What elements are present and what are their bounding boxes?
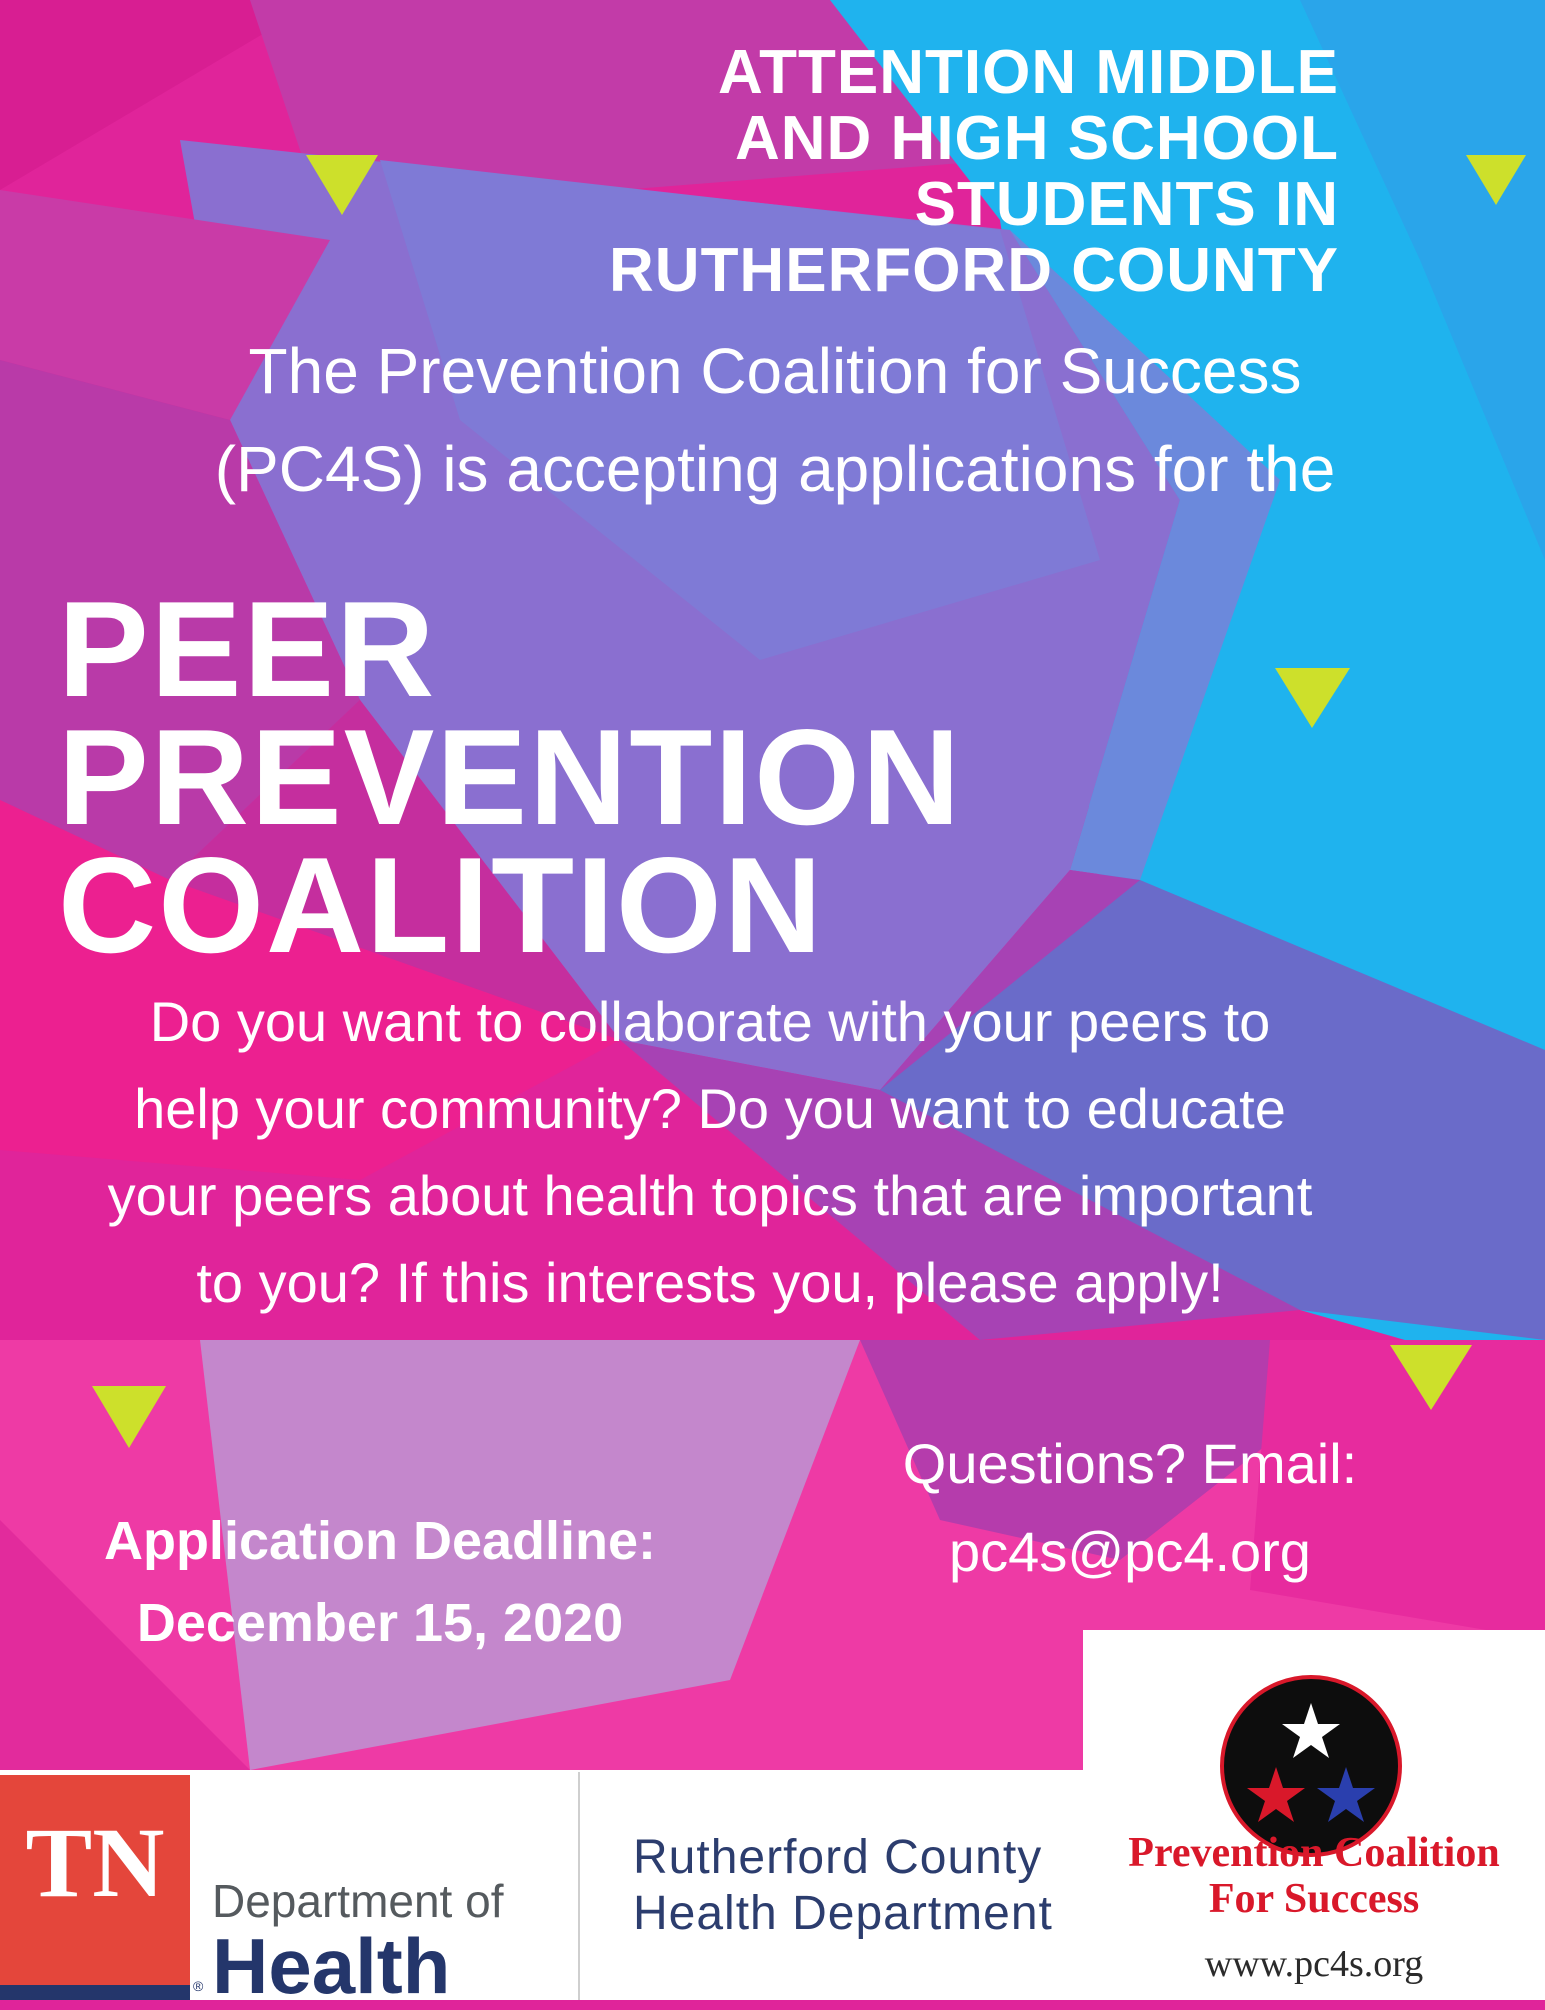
intro-text (120, 322, 1430, 518)
contact-info (865, 1420, 1395, 1596)
county-line2: Health Department (633, 1887, 1053, 1940)
contact-label: Questions? Email: (902, 1432, 1358, 1495)
attention-line: STUDENTS IN (914, 170, 1339, 239)
attention-line: RUTHERFORD COUNTY (609, 236, 1339, 305)
intro-line: (PC4S) is accepting applications for the (214, 433, 1336, 505)
tn-dept-line1: Department of (212, 1875, 504, 1927)
intro-line: The Prevention Coalition for Success (248, 335, 1302, 407)
attention-line: ATTENTION MIDDLE (717, 38, 1339, 107)
program-title-line: PREVENTION (58, 701, 963, 853)
footer-divider (578, 1772, 580, 2000)
deadline-label: Application Deadline: (103, 1511, 657, 1571)
description-line: help your community? Do you want to educate (134, 1077, 1286, 1140)
pc4s-website-link[interactable]: www.pc4s.org (1204, 1943, 1424, 1985)
county-health-dept-logo (633, 1830, 1053, 1942)
description-line: Do you want to collaborate with your peers to (149, 990, 1271, 1053)
application-deadline (40, 1500, 720, 1664)
registered-mark: ® (193, 1978, 204, 1994)
attention-line: AND HIGH SCHOOL (735, 104, 1339, 173)
attention-heading (609, 40, 1339, 304)
program-title-line: PEER (58, 573, 437, 725)
county-line1: Rutherford County (633, 1831, 1043, 1884)
description-text (0, 978, 1420, 1326)
tn-dept-line2: Health (212, 1922, 451, 2010)
description-line: your peers about health topics that are important (107, 1164, 1313, 1227)
deadline-date: December 15, 2020 (136, 1593, 624, 1653)
program-title (58, 573, 963, 981)
pc4s-name-line2: For Success (1208, 1876, 1420, 1922)
program-title-line: COALITION (58, 829, 824, 981)
pc4s-name (1083, 1830, 1545, 1922)
contact-email[interactable]: pc4s@pc4.org (949, 1520, 1311, 1583)
pc4s-name-line1: Prevention Coalition (1128, 1830, 1500, 1876)
tn-logo-mark: TN (25, 1807, 165, 1918)
tn-logo-bar (0, 1985, 190, 2000)
description-line: to you? If this interests you, please apply! (196, 1251, 1224, 1314)
